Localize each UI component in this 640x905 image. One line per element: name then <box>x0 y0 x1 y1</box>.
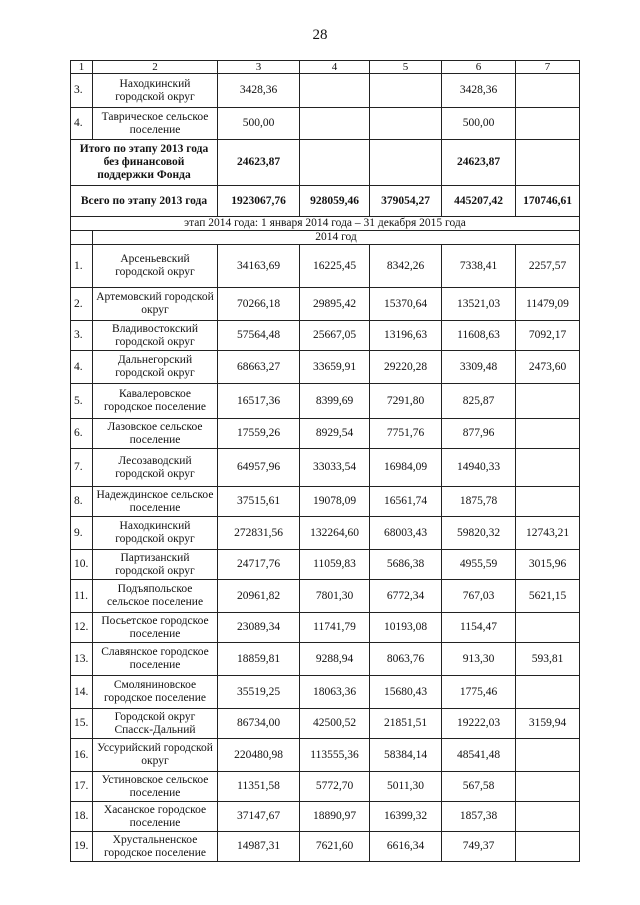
municipality-name: Партизанский городской округ <box>93 550 218 580</box>
year-row <box>71 231 580 245</box>
cell-value: 767,03 <box>442 580 516 613</box>
table-row <box>71 74 580 108</box>
table-row <box>71 802 580 832</box>
cell-value: 29895,42 <box>300 288 370 321</box>
row-number: 3. <box>71 321 93 351</box>
cell-value: 13196,63 <box>370 321 442 351</box>
cell-value: 567,58 <box>442 772 516 802</box>
cell-value: 16984,09 <box>370 449 442 487</box>
row-number: 17. <box>71 772 93 802</box>
cell-value: 8063,76 <box>370 643 442 676</box>
cell-value: 16561,74 <box>370 487 442 517</box>
cell-value: 3015,96 <box>516 550 580 580</box>
cell-value: 70266,18 <box>218 288 300 321</box>
cell-value: 379054,27 <box>370 186 442 217</box>
stage-row <box>71 217 580 231</box>
row-number: 8. <box>71 487 93 517</box>
cell-value <box>516 772 580 802</box>
cell-value: 445207,42 <box>442 186 516 217</box>
municipality-name: Находкинский городской округ <box>93 74 218 108</box>
table-row <box>71 108 580 140</box>
table-row <box>71 739 580 772</box>
cell-value: 86734,00 <box>218 709 300 739</box>
cell-value <box>300 74 370 108</box>
cell-value: 42500,52 <box>300 709 370 739</box>
header-cell: 4 <box>300 61 370 74</box>
cell-value <box>300 140 370 186</box>
cell-value: 7621,60 <box>300 832 370 862</box>
cell-value: 68003,43 <box>370 517 442 550</box>
cell-value: 58384,14 <box>370 739 442 772</box>
row-number: 1. <box>71 245 93 288</box>
cell-value: 33033,54 <box>300 449 370 487</box>
table-row <box>71 245 580 288</box>
cell-value: 57564,48 <box>218 321 300 351</box>
cell-value <box>516 74 580 108</box>
cell-value: 33659,91 <box>300 351 370 384</box>
table-row <box>71 676 580 709</box>
header-cell: 7 <box>516 61 580 74</box>
cell-value: 7092,17 <box>516 321 580 351</box>
cell-value: 5011,30 <box>370 772 442 802</box>
cell-value: 29220,28 <box>370 351 442 384</box>
cell-value: 24623,87 <box>218 140 300 186</box>
cell-value: 25667,05 <box>300 321 370 351</box>
cell-value: 18890,97 <box>300 802 370 832</box>
municipality-name: Хрустальненское городское поселение <box>93 832 218 862</box>
cell-value: 11608,63 <box>442 321 516 351</box>
cell-value: 913,30 <box>442 643 516 676</box>
cell-value: 8399,69 <box>300 384 370 419</box>
cell-value: 3428,36 <box>218 74 300 108</box>
table-row <box>71 580 580 613</box>
municipality-name: Уссурийский городской округ <box>93 739 218 772</box>
row-number: 4. <box>71 351 93 384</box>
header-cell: 5 <box>370 61 442 74</box>
row-number: 16. <box>71 739 93 772</box>
municipality-name: Хасанское городское поселение <box>93 802 218 832</box>
cell-value: 35519,25 <box>218 676 300 709</box>
table-row <box>71 288 580 321</box>
cell-value: 16225,45 <box>300 245 370 288</box>
municipality-name: Посьетское городское поселение <box>93 613 218 643</box>
municipality-name: Дальнегорский городской округ <box>93 351 218 384</box>
cell-value: 18859,81 <box>218 643 300 676</box>
cell-value <box>370 140 442 186</box>
municipality-name: Подъяпольское сельское поселение <box>93 580 218 613</box>
cell-value: 14987,31 <box>218 832 300 862</box>
municipality-name: Городской округ Спасск-Дальний <box>93 709 218 739</box>
cell-value: 3428,36 <box>442 74 516 108</box>
row-number: 2. <box>71 288 93 321</box>
cell-value: 1875,78 <box>442 487 516 517</box>
cell-value: 64957,96 <box>218 449 300 487</box>
row-number: 13. <box>71 643 93 676</box>
table-row <box>71 384 580 419</box>
row-number: 15. <box>71 709 93 739</box>
cell-value: 9288,94 <box>300 643 370 676</box>
cell-value: 13521,03 <box>442 288 516 321</box>
cell-value <box>370 108 442 140</box>
municipality-name: Устиновское сельское поселение <box>93 772 218 802</box>
table-row <box>71 449 580 487</box>
cell-value: 11741,79 <box>300 613 370 643</box>
table-row <box>71 832 580 862</box>
cell-value <box>516 676 580 709</box>
table-row <box>71 419 580 449</box>
municipality-name: Смоляниновское городское поселение <box>93 676 218 709</box>
cell-value: 1775,46 <box>442 676 516 709</box>
municipality-name: Арсеньевский городской округ <box>93 245 218 288</box>
cell-value: 7338,41 <box>442 245 516 288</box>
cell-value: 4955,59 <box>442 550 516 580</box>
cell-value: 15680,43 <box>370 676 442 709</box>
table-row <box>71 487 580 517</box>
year-heading: 2014 год <box>93 231 580 245</box>
cell-value: 15370,64 <box>370 288 442 321</box>
table-row <box>71 517 580 550</box>
row-number: 14. <box>71 676 93 709</box>
municipality-name: Лазовское сельское поселение <box>93 419 218 449</box>
cell-value: 24623,87 <box>442 140 516 186</box>
cell-value: 24717,76 <box>218 550 300 580</box>
total-row <box>71 186 580 217</box>
cell-value: 11059,83 <box>300 550 370 580</box>
cell-value <box>370 74 442 108</box>
cell-value: 34163,69 <box>218 245 300 288</box>
row-number: 6. <box>71 419 93 449</box>
row-number: 11. <box>71 580 93 613</box>
cell-value: 14940,33 <box>442 449 516 487</box>
table-row <box>71 643 580 676</box>
cell-value: 2257,57 <box>516 245 580 288</box>
cell-value <box>516 487 580 517</box>
table-row <box>71 550 580 580</box>
cell-value: 20961,82 <box>218 580 300 613</box>
row-number: 4. <box>71 108 93 140</box>
cell-value: 19222,03 <box>442 709 516 739</box>
cell-value: 8342,26 <box>370 245 442 288</box>
cell-value: 68663,27 <box>218 351 300 384</box>
row-number: 10. <box>71 550 93 580</box>
cell-value: 272831,56 <box>218 517 300 550</box>
row-number: 18. <box>71 802 93 832</box>
cell-value <box>516 419 580 449</box>
cell-value: 825,87 <box>442 384 516 419</box>
cell-value: 132264,60 <box>300 517 370 550</box>
header-cell: 6 <box>442 61 516 74</box>
cell-value: 23089,34 <box>218 613 300 643</box>
cell-value: 59820,32 <box>442 517 516 550</box>
cell-value: 17559,26 <box>218 419 300 449</box>
cell-value: 6616,34 <box>370 832 442 862</box>
table-row <box>71 613 580 643</box>
page-number: 28 <box>312 27 328 43</box>
municipality-name: Лесозаводский городской округ <box>93 449 218 487</box>
cell-value: 18063,36 <box>300 676 370 709</box>
cell-value <box>516 739 580 772</box>
stage-heading: этап 2014 года: 1 января 2014 года – 31 декабря 2015 года <box>71 217 580 231</box>
table-row <box>71 321 580 351</box>
table-row <box>71 709 580 739</box>
cell-value: 19078,09 <box>300 487 370 517</box>
cell-value: 1923067,76 <box>218 186 300 217</box>
cell-value: 5621,15 <box>516 580 580 613</box>
cell-value: 16517,36 <box>218 384 300 419</box>
empty-cell <box>71 231 93 245</box>
cell-value: 928059,46 <box>300 186 370 217</box>
header-row <box>71 61 580 74</box>
cell-value: 6772,34 <box>370 580 442 613</box>
cell-value: 500,00 <box>218 108 300 140</box>
municipality-name: Артемовский городской округ <box>93 288 218 321</box>
cell-value: 7751,76 <box>370 419 442 449</box>
cell-value: 877,96 <box>442 419 516 449</box>
row-number: 12. <box>71 613 93 643</box>
municipality-name: Владивостокский городской округ <box>93 321 218 351</box>
header-cell: 2 <box>93 61 218 74</box>
cell-value <box>516 140 580 186</box>
cell-value: 16399,32 <box>370 802 442 832</box>
cell-value: 500,00 <box>442 108 516 140</box>
cell-value: 170746,61 <box>516 186 580 217</box>
cell-value: 11479,09 <box>516 288 580 321</box>
cell-value: 5686,38 <box>370 550 442 580</box>
municipality-name: Славянское городское поселение <box>93 643 218 676</box>
cell-value <box>516 449 580 487</box>
total-label: Всего по этапу 2013 года <box>71 186 218 217</box>
row-number: 19. <box>71 832 93 862</box>
cell-value <box>516 384 580 419</box>
data-table <box>70 60 580 862</box>
cell-value <box>516 802 580 832</box>
cell-value <box>300 108 370 140</box>
row-number: 3. <box>71 74 93 108</box>
cell-value <box>516 108 580 140</box>
row-number: 5. <box>71 384 93 419</box>
cell-value <box>516 832 580 862</box>
subtotal-row <box>71 140 580 186</box>
row-number: 7. <box>71 449 93 487</box>
cell-value: 11351,58 <box>218 772 300 802</box>
cell-value: 749,37 <box>442 832 516 862</box>
municipality-name: Кавалеровское городское поселение <box>93 384 218 419</box>
municipality-name: Таврическое сельское поселение <box>93 108 218 140</box>
cell-value: 593,81 <box>516 643 580 676</box>
table-row <box>71 351 580 384</box>
table-row <box>71 772 580 802</box>
subtotal-label: Итого по этапу 2013 года без финансовой поддержки Фонда <box>71 140 218 186</box>
cell-value: 1857,38 <box>442 802 516 832</box>
row-number: 9. <box>71 517 93 550</box>
cell-value: 12743,21 <box>516 517 580 550</box>
municipality-name: Находкинский городской округ <box>93 517 218 550</box>
cell-value: 220480,98 <box>218 739 300 772</box>
cell-value <box>516 613 580 643</box>
header-cell: 1 <box>71 61 93 74</box>
cell-value: 7801,30 <box>300 580 370 613</box>
municipality-name: Надеждинское сельское поселение <box>93 487 218 517</box>
cell-value: 3159,94 <box>516 709 580 739</box>
cell-value: 3309,48 <box>442 351 516 384</box>
cell-value: 37515,61 <box>218 487 300 517</box>
header-cell: 3 <box>218 61 300 74</box>
cell-value: 8929,54 <box>300 419 370 449</box>
cell-value: 10193,08 <box>370 613 442 643</box>
cell-value: 5772,70 <box>300 772 370 802</box>
cell-value: 37147,67 <box>218 802 300 832</box>
cell-value: 48541,48 <box>442 739 516 772</box>
cell-value: 113555,36 <box>300 739 370 772</box>
cell-value: 1154,47 <box>442 613 516 643</box>
cell-value: 21851,51 <box>370 709 442 739</box>
cell-value: 2473,60 <box>516 351 580 384</box>
cell-value: 7291,80 <box>370 384 442 419</box>
